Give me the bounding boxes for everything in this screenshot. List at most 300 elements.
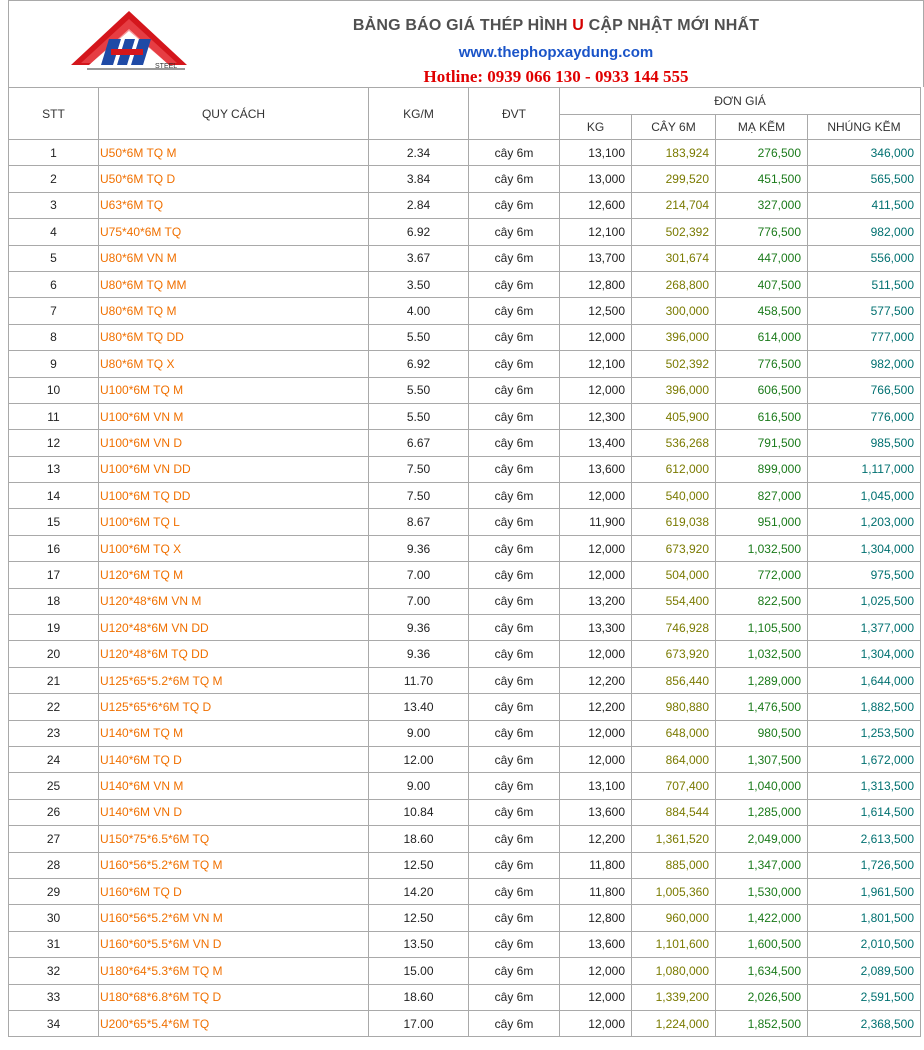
cell-nhungkem: 1,614,500 <box>808 799 921 825</box>
table-row <box>9 271 921 297</box>
cell-kgm: 18.60 <box>369 984 469 1010</box>
cell-kgm: 5.50 <box>369 403 469 429</box>
table-row <box>9 746 921 772</box>
cell-spec: U80*6M TQ MM <box>99 271 369 297</box>
cell-kg: 12,200 <box>560 694 632 720</box>
cell-cay6m: 864,000 <box>632 746 716 772</box>
cell-cay6m: 746,928 <box>632 615 716 641</box>
cell-nhungkem: 346,000 <box>808 140 921 166</box>
cell-dvt: cây 6m <box>469 878 560 904</box>
cell-makem: 1,285,000 <box>716 799 808 825</box>
table-row <box>9 298 921 324</box>
cell-nhungkem: 777,000 <box>808 324 921 350</box>
cell-cay6m: 673,920 <box>632 535 716 561</box>
cell-makem: 1,289,000 <box>716 667 808 693</box>
cell-cay6m: 885,000 <box>632 852 716 878</box>
cell-spec: U50*6M TQ M <box>99 140 369 166</box>
cell-spec: U140*6M TQ D <box>99 746 369 772</box>
cell-kg: 12,000 <box>560 984 632 1010</box>
table-row <box>9 430 921 456</box>
cell-nhungkem: 1,253,500 <box>808 720 921 746</box>
cell-kg: 12,000 <box>560 324 632 350</box>
cell-makem: 1,307,500 <box>716 746 808 772</box>
cell-spec: U125*65*5.2*6M TQ M <box>99 667 369 693</box>
cell-kg: 13,200 <box>560 588 632 614</box>
cell-stt: 8 <box>9 324 99 350</box>
cell-dvt: cây 6m <box>469 430 560 456</box>
cell-nhungkem: 982,000 <box>808 219 921 245</box>
cell-spec: U160*56*5.2*6M VN M <box>99 905 369 931</box>
cell-spec: U140*6M TQ M <box>99 720 369 746</box>
cell-cay6m: 536,268 <box>632 430 716 456</box>
table-row <box>9 588 921 614</box>
cell-dvt: cây 6m <box>469 931 560 957</box>
cell-spec: U100*6M VN DD <box>99 456 369 482</box>
col-cay6m: CÂY 6M <box>632 115 716 140</box>
cell-kgm: 7.50 <box>369 456 469 482</box>
cell-kg: 12,600 <box>560 192 632 218</box>
cell-stt: 26 <box>9 799 99 825</box>
table-row <box>9 377 921 403</box>
cell-kg: 12,200 <box>560 826 632 852</box>
cell-kgm: 15.00 <box>369 958 469 984</box>
cell-kgm: 7.00 <box>369 562 469 588</box>
cell-kg: 12,000 <box>560 562 632 588</box>
cell-cay6m: 396,000 <box>632 324 716 350</box>
cell-kgm: 12.50 <box>369 852 469 878</box>
header-row <box>9 88 921 115</box>
cell-cay6m: 856,440 <box>632 667 716 693</box>
cell-spec: U100*6M VN M <box>99 403 369 429</box>
cell-nhungkem: 1,377,000 <box>808 615 921 641</box>
cell-dvt: cây 6m <box>469 509 560 535</box>
cell-makem: 1,347,000 <box>716 852 808 878</box>
cell-spec: U100*6M TQ L <box>99 509 369 535</box>
cell-stt: 29 <box>9 878 99 904</box>
table-row <box>9 140 921 166</box>
cell-nhungkem: 776,000 <box>808 403 921 429</box>
cell-cay6m: 214,704 <box>632 192 716 218</box>
cell-kg: 12,000 <box>560 535 632 561</box>
cell-kgm: 14.20 <box>369 878 469 904</box>
cell-kgm: 11.70 <box>369 667 469 693</box>
cell-kgm: 4.00 <box>369 298 469 324</box>
cell-kgm: 9.00 <box>369 720 469 746</box>
cell-stt: 25 <box>9 773 99 799</box>
cell-stt: 16 <box>9 535 99 561</box>
cell-stt: 23 <box>9 720 99 746</box>
cell-spec: U200*65*5.4*6M TQ <box>99 1010 369 1036</box>
cell-stt: 9 <box>9 351 99 377</box>
price-table-body <box>9 140 921 1037</box>
cell-kg: 12,100 <box>560 351 632 377</box>
cell-nhungkem: 2,613,500 <box>808 826 921 852</box>
col-makem: MẠ KẼM <box>716 115 808 140</box>
cell-dvt: cây 6m <box>469 667 560 693</box>
cell-makem: 776,500 <box>716 351 808 377</box>
website-link[interactable]: www.thephopxaydung.com <box>458 44 654 61</box>
cell-makem: 2,049,000 <box>716 826 808 852</box>
cell-kg: 12,100 <box>560 219 632 245</box>
cell-kg: 13,100 <box>560 140 632 166</box>
table-row <box>9 483 921 509</box>
cell-kgm: 13.50 <box>369 931 469 957</box>
table-row <box>9 245 921 271</box>
cell-kgm: 10.84 <box>369 799 469 825</box>
col-kgm: KG/M <box>369 88 469 140</box>
cell-cay6m: 299,520 <box>632 166 716 192</box>
cell-spec: U160*56*5.2*6M TQ M <box>99 852 369 878</box>
cell-dvt: cây 6m <box>469 694 560 720</box>
col-kg: KG <box>560 115 632 140</box>
cell-stt: 6 <box>9 271 99 297</box>
cell-spec: U80*6M TQ X <box>99 351 369 377</box>
table-row <box>9 641 921 667</box>
cell-stt: 4 <box>9 219 99 245</box>
cell-kg: 11,900 <box>560 509 632 535</box>
table-row <box>9 615 921 641</box>
cell-nhungkem: 1,203,000 <box>808 509 921 535</box>
cell-kg: 13,700 <box>560 245 632 271</box>
cell-kgm: 6.67 <box>369 430 469 456</box>
cell-nhungkem: 1,313,500 <box>808 773 921 799</box>
cell-stt: 28 <box>9 852 99 878</box>
cell-cay6m: 1,361,520 <box>632 826 716 852</box>
cell-dvt: cây 6m <box>469 1010 560 1036</box>
cell-dvt: cây 6m <box>469 219 560 245</box>
price-sheet <box>8 0 924 1037</box>
cell-stt: 12 <box>9 430 99 456</box>
cell-kg: 13,000 <box>560 166 632 192</box>
cell-spec: U63*6M TQ <box>99 192 369 218</box>
cell-dvt: cây 6m <box>469 324 560 350</box>
cell-dvt: cây 6m <box>469 615 560 641</box>
cell-makem: 822,500 <box>716 588 808 614</box>
cell-cay6m: 1,339,200 <box>632 984 716 1010</box>
table-row <box>9 667 921 693</box>
cell-cay6m: 183,924 <box>632 140 716 166</box>
cell-kg: 12,000 <box>560 958 632 984</box>
cell-cay6m: 1,224,000 <box>632 1010 716 1036</box>
cell-cay6m: 405,900 <box>632 403 716 429</box>
cell-spec: U100*6M TQ M <box>99 377 369 403</box>
cell-stt: 19 <box>9 615 99 641</box>
cell-nhungkem: 565,500 <box>808 166 921 192</box>
cell-cay6m: 502,392 <box>632 351 716 377</box>
cell-dvt: cây 6m <box>469 271 560 297</box>
cell-kgm: 13.40 <box>369 694 469 720</box>
cell-makem: 614,000 <box>716 324 808 350</box>
table-row <box>9 799 921 825</box>
table-row <box>9 773 921 799</box>
cell-dvt: cây 6m <box>469 298 560 324</box>
cell-kgm: 7.00 <box>369 588 469 614</box>
cell-spec: U100*6M VN D <box>99 430 369 456</box>
cell-nhungkem: 985,500 <box>808 430 921 456</box>
cell-kgm: 6.92 <box>369 351 469 377</box>
table-row <box>9 403 921 429</box>
cell-cay6m: 301,674 <box>632 245 716 271</box>
cell-kgm: 5.50 <box>369 324 469 350</box>
cell-cay6m: 980,880 <box>632 694 716 720</box>
cell-nhungkem: 1,961,500 <box>808 878 921 904</box>
cell-kg: 12,000 <box>560 641 632 667</box>
steel-logo <box>67 9 191 75</box>
cell-kgm: 17.00 <box>369 1010 469 1036</box>
cell-dvt: cây 6m <box>469 562 560 588</box>
cell-makem: 616,500 <box>716 403 808 429</box>
cell-spec: U80*6M VN M <box>99 245 369 271</box>
cell-stt: 1 <box>9 140 99 166</box>
cell-dvt: cây 6m <box>469 958 560 984</box>
cell-cay6m: 1,005,360 <box>632 878 716 904</box>
table-row <box>9 1010 921 1036</box>
cell-cay6m: 612,000 <box>632 456 716 482</box>
table-row <box>9 166 921 192</box>
page-title: BẢNG BÁO GIÁ THÉP HÌNH U CẬP NHẬT MỚI NHẤT <box>352 17 760 34</box>
cell-makem: 1,476,500 <box>716 694 808 720</box>
cell-dvt: cây 6m <box>469 192 560 218</box>
cell-spec: U120*48*6M VN M <box>99 588 369 614</box>
cell-cay6m: 619,038 <box>632 509 716 535</box>
table-row <box>9 562 921 588</box>
cell-kgm: 18.60 <box>369 826 469 852</box>
cell-nhungkem: 2,368,500 <box>808 1010 921 1036</box>
cell-dvt: cây 6m <box>469 245 560 271</box>
cell-nhungkem: 1,882,500 <box>808 694 921 720</box>
cell-cay6m: 1,080,000 <box>632 958 716 984</box>
cell-dvt: cây 6m <box>469 588 560 614</box>
cell-stt: 7 <box>9 298 99 324</box>
cell-makem: 2,026,500 <box>716 984 808 1010</box>
table-row <box>9 826 921 852</box>
cell-stt: 5 <box>9 245 99 271</box>
col-spec: QUY CÁCH <box>99 88 369 140</box>
cell-cay6m: 1,101,600 <box>632 931 716 957</box>
cell-cay6m: 648,000 <box>632 720 716 746</box>
cell-cay6m: 268,800 <box>632 271 716 297</box>
cell-makem: 1,105,500 <box>716 615 808 641</box>
cell-stt: 33 <box>9 984 99 1010</box>
cell-dvt: cây 6m <box>469 403 560 429</box>
cell-stt: 14 <box>9 483 99 509</box>
cell-makem: 407,500 <box>716 271 808 297</box>
cell-stt: 27 <box>9 826 99 852</box>
cell-kg: 12,200 <box>560 667 632 693</box>
col-nhungkem: NHÚNG KẼM <box>808 115 921 140</box>
cell-stt: 20 <box>9 641 99 667</box>
cell-makem: 1,040,000 <box>716 773 808 799</box>
cell-cay6m: 960,000 <box>632 905 716 931</box>
cell-kgm: 6.92 <box>369 219 469 245</box>
cell-nhungkem: 2,089,500 <box>808 958 921 984</box>
table-row <box>9 456 921 482</box>
table-row <box>9 931 921 957</box>
cell-makem: 772,000 <box>716 562 808 588</box>
cell-spec: U140*6M VN D <box>99 799 369 825</box>
cell-kg: 12,800 <box>560 271 632 297</box>
cell-kg: 11,800 <box>560 878 632 904</box>
cell-dvt: cây 6m <box>469 720 560 746</box>
cell-spec: U150*75*6.5*6M TQ <box>99 826 369 852</box>
cell-kg: 12,000 <box>560 746 632 772</box>
table-row <box>9 878 921 904</box>
table-row <box>9 984 921 1010</box>
cell-kg: 13,600 <box>560 456 632 482</box>
cell-makem: 1,032,500 <box>716 641 808 667</box>
cell-nhungkem: 1,644,000 <box>808 667 921 693</box>
cell-nhungkem: 975,500 <box>808 562 921 588</box>
cell-cay6m: 300,000 <box>632 298 716 324</box>
cell-spec: U120*48*6M VN DD <box>99 615 369 641</box>
cell-kgm: 9.36 <box>369 615 469 641</box>
cell-spec: U100*6M TQ DD <box>99 483 369 509</box>
cell-cay6m: 502,392 <box>632 219 716 245</box>
cell-dvt: cây 6m <box>469 483 560 509</box>
cell-kg: 12,000 <box>560 377 632 403</box>
cell-spec: U75*40*6M TQ <box>99 219 369 245</box>
table-row <box>9 192 921 218</box>
cell-nhungkem: 1,117,000 <box>808 456 921 482</box>
cell-dvt: cây 6m <box>469 746 560 772</box>
cell-kg: 12,300 <box>560 403 632 429</box>
cell-cay6m: 707,400 <box>632 773 716 799</box>
cell-spec: U50*6M TQ D <box>99 166 369 192</box>
cell-spec: U80*6M TQ M <box>99 298 369 324</box>
cell-makem: 1,634,500 <box>716 958 808 984</box>
cell-stt: 2 <box>9 166 99 192</box>
cell-nhungkem: 2,591,500 <box>808 984 921 1010</box>
cell-spec: U160*6M TQ D <box>99 878 369 904</box>
cell-cay6m: 504,000 <box>632 562 716 588</box>
cell-kg: 13,300 <box>560 615 632 641</box>
cell-nhungkem: 1,045,000 <box>808 483 921 509</box>
table-row <box>9 351 921 377</box>
cell-nhungkem: 1,304,000 <box>808 641 921 667</box>
cell-makem: 1,530,000 <box>716 878 808 904</box>
cell-cay6m: 884,544 <box>632 799 716 825</box>
cell-kgm: 2.34 <box>369 140 469 166</box>
table-row <box>9 720 921 746</box>
cell-nhungkem: 1,025,500 <box>808 588 921 614</box>
cell-kgm: 3.84 <box>369 166 469 192</box>
cell-kg: 13,600 <box>560 799 632 825</box>
cell-makem: 276,500 <box>716 140 808 166</box>
cell-dvt: cây 6m <box>469 140 560 166</box>
cell-kgm: 8.67 <box>369 509 469 535</box>
cell-stt: 10 <box>9 377 99 403</box>
cell-kgm: 12.00 <box>369 746 469 772</box>
cell-nhungkem: 1,726,500 <box>808 852 921 878</box>
cell-kg: 13,600 <box>560 931 632 957</box>
cell-spec: U120*6M TQ M <box>99 562 369 588</box>
table-row <box>9 694 921 720</box>
cell-dvt: cây 6m <box>469 351 560 377</box>
cell-dvt: cây 6m <box>469 535 560 561</box>
cell-nhungkem: 1,672,000 <box>808 746 921 772</box>
cell-dvt: cây 6m <box>469 773 560 799</box>
cell-nhungkem: 511,500 <box>808 271 921 297</box>
cell-kgm: 3.50 <box>369 271 469 297</box>
cell-dvt: cây 6m <box>469 377 560 403</box>
cell-nhungkem: 2,010,500 <box>808 931 921 957</box>
cell-cay6m: 673,920 <box>632 641 716 667</box>
cell-stt: 11 <box>9 403 99 429</box>
cell-makem: 327,000 <box>716 192 808 218</box>
cell-nhungkem: 1,304,000 <box>808 535 921 561</box>
cell-makem: 606,500 <box>716 377 808 403</box>
cell-stt: 22 <box>9 694 99 720</box>
table-row <box>9 324 921 350</box>
cell-stt: 24 <box>9 746 99 772</box>
cell-nhungkem: 577,500 <box>808 298 921 324</box>
cell-dvt: cây 6m <box>469 826 560 852</box>
cell-kg: 12,000 <box>560 720 632 746</box>
cell-makem: 458,500 <box>716 298 808 324</box>
table-row <box>9 905 921 931</box>
cell-kg: 13,100 <box>560 773 632 799</box>
cell-makem: 1,852,500 <box>716 1010 808 1036</box>
cell-kg: 12,800 <box>560 905 632 931</box>
table-row <box>9 535 921 561</box>
cell-spec: U125*65*6*6M TQ D <box>99 694 369 720</box>
cell-kg: 12,000 <box>560 1010 632 1036</box>
header-titles <box>189 1 923 87</box>
col-dvt: ĐVT <box>469 88 560 140</box>
cell-kg: 12,000 <box>560 483 632 509</box>
cell-makem: 776,500 <box>716 219 808 245</box>
cell-spec: U160*60*5.5*6M VN D <box>99 931 369 957</box>
cell-makem: 899,000 <box>716 456 808 482</box>
cell-nhungkem: 982,000 <box>808 351 921 377</box>
cell-dvt: cây 6m <box>469 456 560 482</box>
cell-stt: 34 <box>9 1010 99 1036</box>
logo-text: STEEL <box>155 63 178 70</box>
table-row <box>9 509 921 535</box>
cell-cay6m: 396,000 <box>632 377 716 403</box>
cell-kgm: 9.36 <box>369 641 469 667</box>
cell-kg: 11,800 <box>560 852 632 878</box>
cell-stt: 21 <box>9 667 99 693</box>
cell-kgm: 7.50 <box>369 483 469 509</box>
hotline-text: Hotline: 0939 066 130 - 0933 144 555 <box>423 67 689 86</box>
cell-dvt: cây 6m <box>469 984 560 1010</box>
cell-nhungkem: 766,500 <box>808 377 921 403</box>
cell-spec: U140*6M VN M <box>99 773 369 799</box>
cell-nhungkem: 1,801,500 <box>808 905 921 931</box>
cell-stt: 18 <box>9 588 99 614</box>
cell-spec: U80*6M TQ DD <box>99 324 369 350</box>
cell-kgm: 5.50 <box>369 377 469 403</box>
cell-kg: 13,400 <box>560 430 632 456</box>
col-price-group: ĐƠN GIÁ <box>560 88 921 115</box>
cell-spec: U180*64*5.3*6M TQ M <box>99 958 369 984</box>
cell-dvt: cây 6m <box>469 905 560 931</box>
table-row <box>9 219 921 245</box>
price-table <box>8 87 921 1037</box>
cell-kgm: 9.00 <box>369 773 469 799</box>
cell-stt: 32 <box>9 958 99 984</box>
cell-makem: 451,500 <box>716 166 808 192</box>
cell-stt: 31 <box>9 931 99 957</box>
cell-makem: 447,000 <box>716 245 808 271</box>
cell-spec: U100*6M TQ X <box>99 535 369 561</box>
cell-dvt: cây 6m <box>469 852 560 878</box>
cell-stt: 17 <box>9 562 99 588</box>
col-stt: STT <box>9 88 99 140</box>
cell-kgm: 12.50 <box>369 905 469 931</box>
cell-makem: 951,000 <box>716 509 808 535</box>
